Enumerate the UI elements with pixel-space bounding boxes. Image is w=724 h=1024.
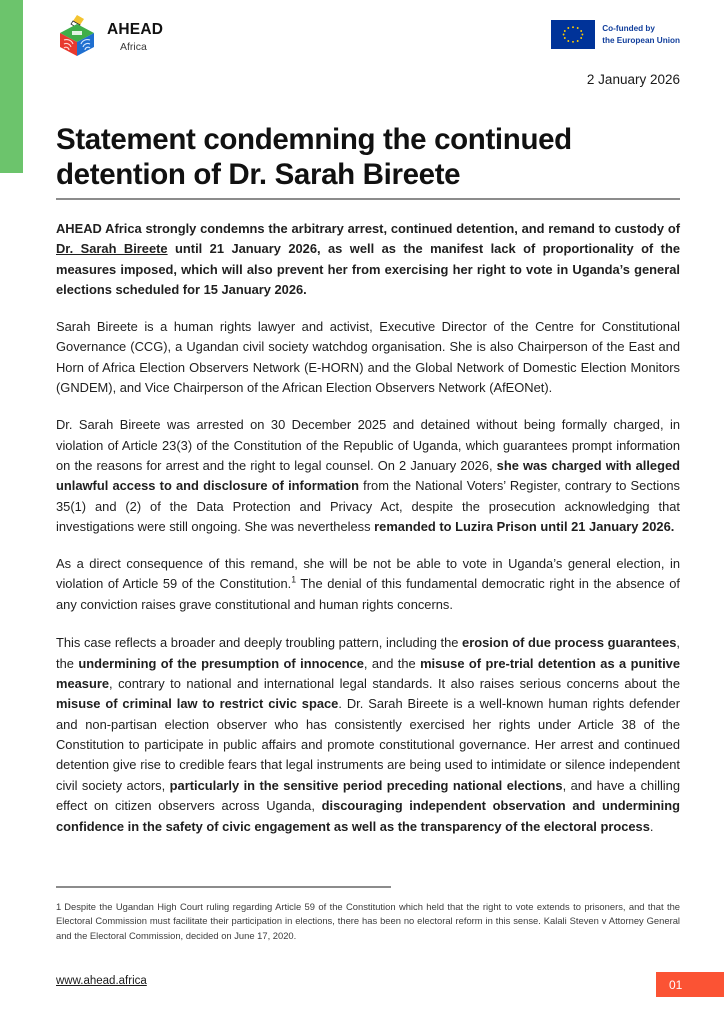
footnote-block — [56, 900, 680, 943]
brand-lockup — [56, 14, 163, 58]
p5-text-e: . Dr. Sarah Bireete is a well-known human rights defender and non-partisan election observer who has consistently exercised her rights under Article 38 of the Constitution to participate in public affairs and promote constitutional governance. Her arrest and continued detention give rise to credible fears that legal instruments are being used to intimidate or silence independent civil society actors, — [56, 696, 680, 793]
p5-text-g: . — [649, 818, 654, 834]
p5-bold-pretrial: misuse of pre-trial detention as a punitive measure — [56, 655, 680, 691]
ballot-box-cube-icon — [56, 14, 98, 58]
p5-text-a: This case reflects a broader and deeply troubling pattern, including the — [56, 635, 463, 651]
sarah-bireete-link[interactable]: Dr. Sarah Bireete — [56, 241, 168, 257]
paragraph-5 — [56, 633, 680, 837]
p5-bold-erosion: erosion of due process guarantees — [462, 635, 677, 651]
p4-text-a: As a direct consequence of this remand, she will be not be able to vote in Uganda’s general election, in violation of Article 59 of the Constitution. — [56, 555, 680, 592]
page-number-badge: 01 — [656, 972, 724, 997]
green-accent-bar — [0, 0, 23, 173]
title-divider — [56, 198, 680, 200]
footnote-marker[interactable]: 1 — [291, 575, 297, 586]
p5-text-c: , and the — [363, 655, 421, 671]
paragraph-1 — [56, 219, 680, 301]
p5-text-f: , and have a chilling effect on citizen observers across Uganda, — [56, 777, 681, 814]
footnote-text: Despite the Ugandan High Court ruling regarding Article 59 of the Constitution which held that the right to vote extends to prisoners, and that the Electoral Commission must facilitate their participation in elections, there has been no electoral reform in this sense. Kalali Steven v Attorney General and the Electoral Commission, decided on June 17, 2020. — [56, 901, 680, 941]
brand-subtitle: Africa — [120, 40, 147, 53]
p3-text-b: from the National Voters’ Register, contrary to Sections 35(1) and (2) of the Data Protection and Privacy Act, despite the prosecution acknowledging that investigations were still ongoing. She was nevertheless — [56, 478, 680, 535]
website-link[interactable]: www.ahead.africa — [56, 975, 147, 987]
brand-name: AHEAD — [107, 21, 164, 38]
footnote-divider — [56, 886, 391, 888]
p5-bold-discouraging: discouraging independent observation and undermining confidence in the safety of civic engagement as well as the transparency of the electoral process — [56, 798, 681, 834]
p1-text-a: AHEAD Africa strongly condemns the arbitrary arrest, continued detention, and remand to custody of — [56, 221, 680, 236]
eu-funding-lockup — [551, 20, 680, 49]
brand-text — [107, 20, 163, 52]
p5-bold-civic-space: misuse of criminal law to restrict civic space — [56, 696, 339, 712]
footnote-number: 1 — [56, 901, 62, 912]
p3-text-a: Dr. Sarah Bireete was arrested on 30 December 2025 and detained without being formally charged, in violation of Article 23(3) of the Constitution of the Republic of Uganda, which guarantees prompt information on the reasons for arrest and the right to legal counsel. On 2 January 2026, — [56, 417, 680, 473]
document-header — [56, 14, 680, 68]
p5-text-b: , the — [56, 635, 680, 671]
eu-flag-icon — [551, 20, 595, 49]
p5-bold-presumption: undermining of the presumption of innocence — [78, 655, 364, 671]
p5-text-d: , contrary to national and international legal standards. It also raises serious concerns about the — [109, 675, 680, 691]
p3-bold-charge: she was charged with alleged unlawful access to and disclosure of information — [56, 457, 680, 494]
document-date: 2 January 2026 — [586, 72, 680, 87]
eu-funding-text — [602, 23, 680, 45]
paragraph-3 — [56, 415, 680, 537]
paragraph-4 — [56, 554, 680, 615]
paragraph-2: Sarah Bireete is a human rights lawyer and activist, Executive Director of the Centre for Constitutional Governance (CCG), a Ugandan civil society watchdog organisation. She is also Chairperson of the East and Horn of Africa Election Observers Network (E-HORN) and the Global Network of Domestic Election Monitors (GNDEM), and Vice Chairperson of the African Election Observers Network (AfEONet). — [56, 319, 680, 396]
eu-funding-line2: the European Union — [602, 35, 680, 45]
document-body — [56, 219, 680, 854]
eu-funding-line1: Co-funded by — [602, 24, 655, 34]
p1-text-b: until 21 January 2026, as well as the manifest lack of proportionality of the measures imposed, which will also prevent her from exercising her right to vote in Uganda’s general elections scheduled for 15 January 2026. — [56, 241, 680, 298]
page-title: Statement condemning the continued detention of Dr. Sarah Bireete — [56, 122, 572, 191]
p4-text-b: The denial of this fundamental democratic right in the absence of any conviction raises grave constitutional and human rights concerns. — [56, 576, 680, 612]
p3-bold-remand: remanded to Luzira Prison until 21 January 2026. — [374, 519, 675, 535]
p5-bold-sensitive-period: particularly in the sensitive period preceding national elections — [169, 777, 563, 793]
